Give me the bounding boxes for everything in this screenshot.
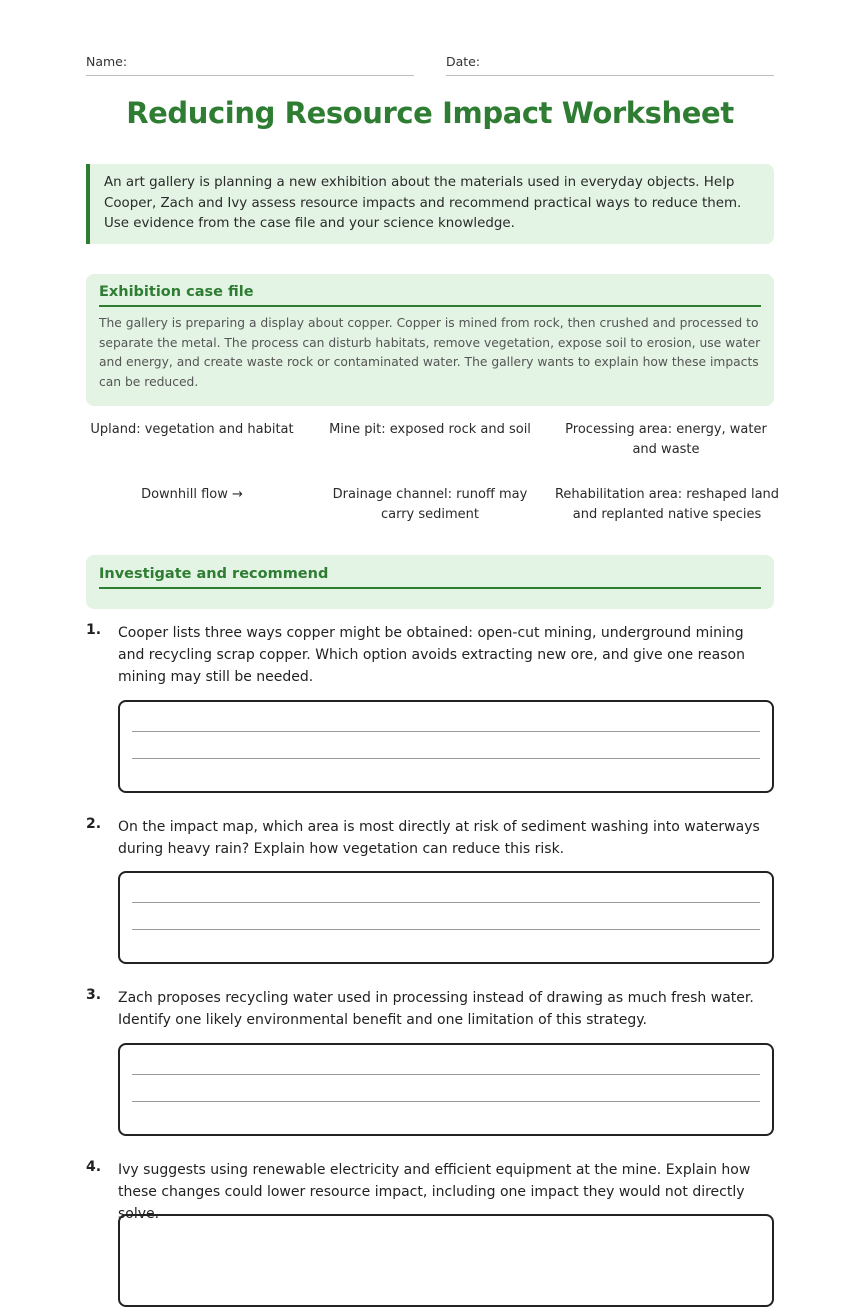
case-file-title: Exhibition case file: [99, 284, 761, 307]
map-cell-downhill-flow: Downhill flow →: [141, 487, 243, 502]
page-title: Reducing Resource Impact Worksheet: [126, 96, 734, 130]
date-label: Date:: [446, 54, 481, 69]
map-cell-processing: Processing area: energy, water and waste: [565, 422, 767, 457]
question-text: Zach proposes recycling water used in processing instead of drawing as much fresh water. Identify one likely environmental benefit and one limitation of this strategy.: [118, 990, 754, 1028]
student-info-row: [86, 54, 774, 76]
date-field[interactable]: [446, 54, 774, 76]
answer-line: [132, 1074, 760, 1075]
question-number: 3.: [86, 987, 102, 1003]
name-field[interactable]: [86, 54, 414, 76]
map-cell-rehabilitation: Rehabilitation area: reshaped land and replanted native species: [554, 487, 780, 522]
answer-box[interactable]: [118, 871, 774, 964]
map-cell-upland: Upland: vegetation and habitat: [90, 422, 294, 437]
answer-line: [132, 1101, 760, 1102]
answer-line: [132, 731, 760, 732]
question-number: 4.: [86, 1159, 102, 1175]
investigate-panel: [86, 555, 774, 609]
question-number: 1.: [86, 622, 102, 638]
question-text: Ivy suggests using renewable electricity and efficient equipment at the mine. Explain how these changes could lower resource impact, including one impact they would not directly solve.: [118, 1162, 751, 1222]
question-number: 2.: [86, 816, 102, 832]
question-text: On the impact map, which area is most directly at risk of sediment washing into waterways during heavy rain? Explain how vegetation can reduce this risk.: [118, 819, 760, 857]
answer-box[interactable]: [118, 1214, 774, 1307]
name-label: Name:: [86, 54, 128, 69]
case-file-body: The gallery is preparing a display about copper. Copper is mined from rock, then crushed and processed to separate the metal. The process can disturb habitats, remove vegetation, expose soil to erosion, use water and energy, and create waste rock or contaminated water. The gallery wants to explain how these impacts can be reduced.: [99, 316, 761, 389]
map-cell-drainage: Drainage channel: runoff may carry sediment: [332, 487, 528, 522]
question-text: Cooper lists three ways copper might be obtained: open-cut mining, underground mining and recycling scrap copper. Which option avoids extracting new ore, and give one reason mining may still be needed.: [118, 625, 745, 685]
answer-box[interactable]: [118, 1043, 774, 1136]
answer-box[interactable]: [118, 700, 774, 793]
answer-line: [132, 929, 760, 930]
investigate-title: Investigate and recommend: [99, 566, 761, 589]
impact-map: [86, 420, 780, 530]
case-file-panel: [86, 274, 774, 406]
intro-callout: An art gallery is planning a new exhibition about the materials used in everyday objects. Help Cooper, Zach and Ivy assess resource impacts and recommend practical ways to reduce them. Use evidence from the case file and your science knowledge.: [86, 164, 774, 244]
map-cell-mine-pit: Mine pit: exposed rock and soil: [329, 422, 531, 437]
answer-line: [132, 902, 760, 903]
answer-line: [132, 758, 760, 759]
